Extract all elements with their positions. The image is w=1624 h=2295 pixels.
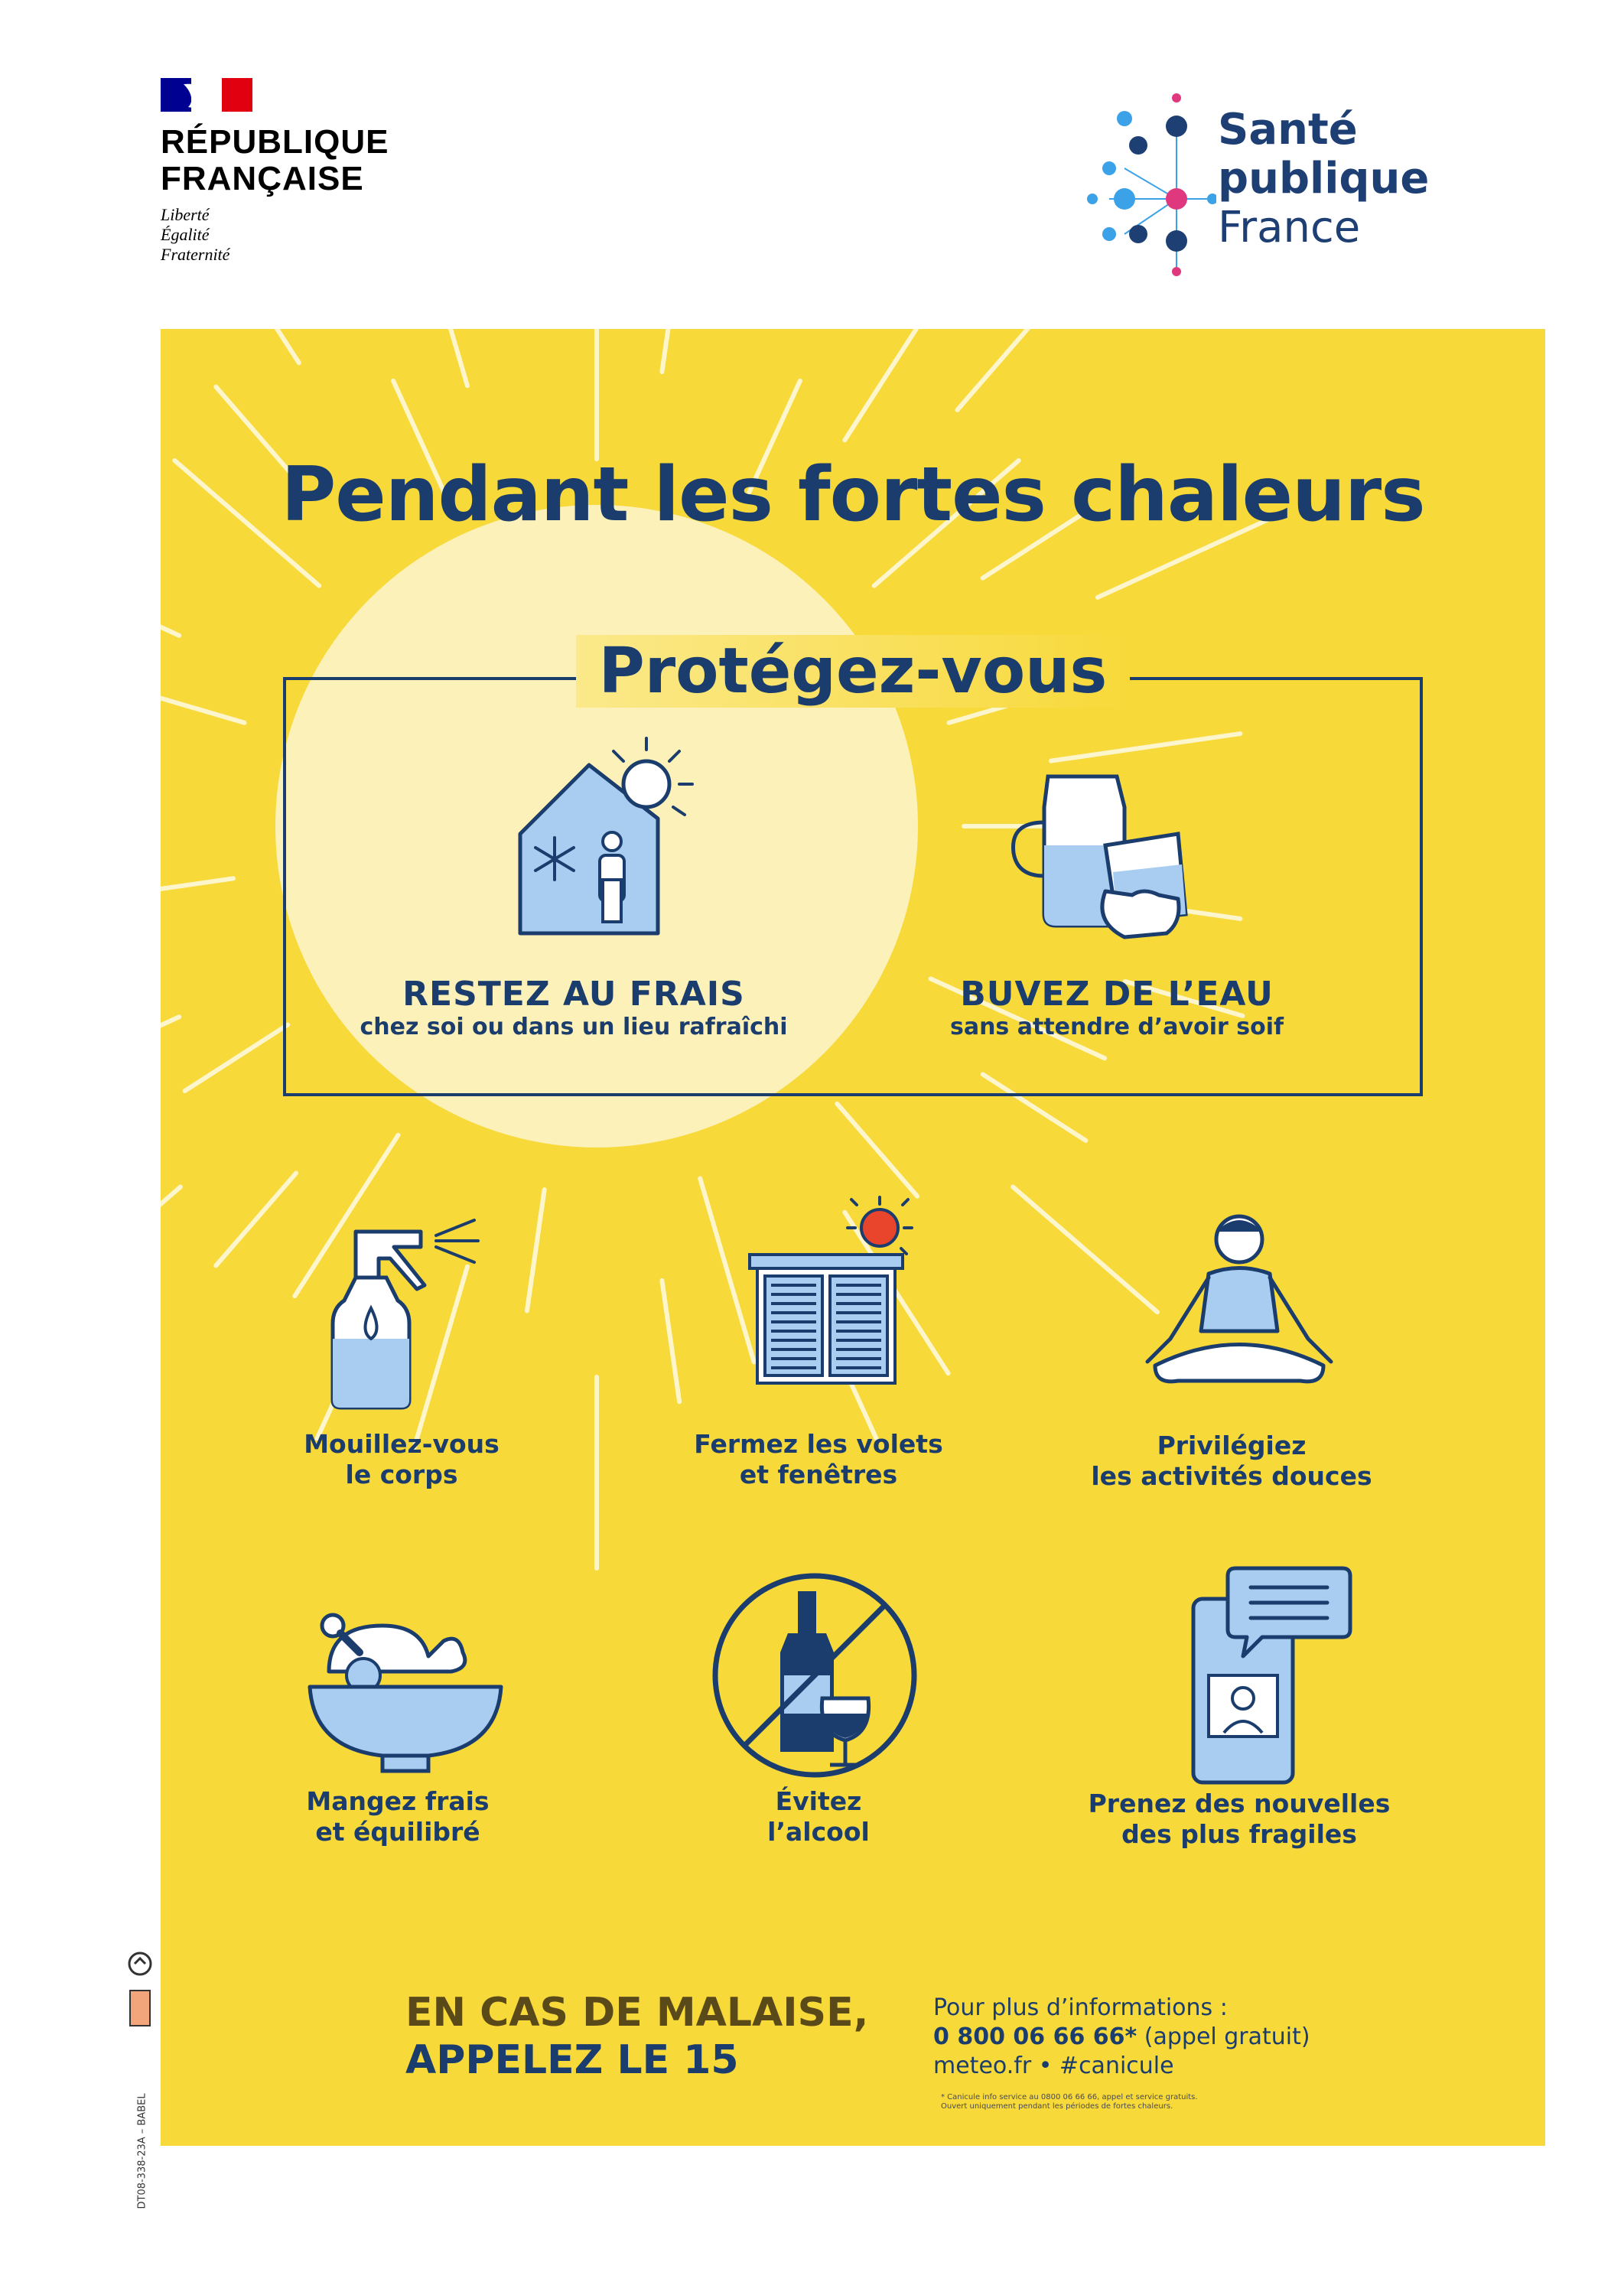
print-code: DT08-338-23A – BABEL xyxy=(127,1951,158,2180)
tip-close-shutters: Fermez les volets et fenêtres xyxy=(694,1429,943,1489)
tip-avoid-alcohol: Évitez l’alcool xyxy=(767,1786,870,1847)
info-links: meteo.fr • #canicule xyxy=(933,2052,1174,2079)
shutters-icon xyxy=(742,1193,941,1392)
spray-bottle-icon xyxy=(325,1216,524,1415)
house-cool-icon xyxy=(505,727,704,941)
sun-ray xyxy=(414,329,467,386)
sun-ray xyxy=(957,329,1037,410)
no-alcohol-icon xyxy=(708,1568,922,1782)
sante-publique-france-logo xyxy=(1079,84,1438,283)
tip-eat-fresh: Mangez frais et équilibré xyxy=(306,1786,490,1847)
poster-title: Pendant les fortes chaleurs xyxy=(281,451,1425,539)
sun-ray xyxy=(161,878,233,906)
spf-molecule-icon xyxy=(1079,84,1216,283)
emergency-message: EN CAS DE MALAISE, APPELEZ LE 15 xyxy=(405,1990,869,2083)
sun-ray xyxy=(161,556,179,636)
water-pitcher-icon xyxy=(1002,761,1216,945)
tip-gentle-activities: Privilégiez les activités douces xyxy=(1091,1431,1372,1491)
sun-ray xyxy=(662,1281,679,1401)
info-block: Pour plus d’informations : 0 800 06 66 66* (appel gratuit) meteo.fr • #canicule * Canicule info service au 0800 06 66 66, appel et service gratuits. Ouvert uniquement pendant les périodes de fortes chaleurs. xyxy=(933,1994,1484,2111)
food-bowl-icon xyxy=(298,1595,513,1779)
republique-francaise-logo xyxy=(161,78,413,265)
footnote: * Canicule info service au 0800 06 66 66, appel et service gratuits. Ouvert uniquement pendant les périodes de fortes chaleurs. xyxy=(941,2093,1198,2111)
poster-subtitle: Protégez-vous xyxy=(161,635,1545,708)
sun-ray xyxy=(527,1190,545,1310)
tip-wet-body: Mouillez-vous le corps xyxy=(304,1429,500,1489)
marianne-flag-icon xyxy=(161,78,252,112)
sun-ray xyxy=(161,1017,179,1096)
recycle-icon xyxy=(127,1951,153,1977)
meditation-icon xyxy=(1124,1209,1354,1408)
sun-ray xyxy=(662,329,679,372)
spf-name: Santé publique France xyxy=(1218,105,1430,252)
info-phone: 0 800 06 66 66* xyxy=(933,2023,1137,2050)
sun-ray xyxy=(216,1173,296,1265)
sun-ray xyxy=(837,1104,917,1196)
sun-ray xyxy=(845,329,948,440)
sun-ray xyxy=(161,1187,181,1312)
tip-stay-cool: RESTEZ AU FRAIS chez soi ou dans un lieu rafraîchi xyxy=(360,975,788,1040)
sun-ray xyxy=(185,1025,288,1092)
tip-check-fragile: Prenez des nouvelles des plus fragiles xyxy=(1088,1789,1391,1849)
tip-drink-water: BUVEZ DE L’EAU sans attendre d’avoir soif xyxy=(949,975,1284,1040)
heatwave-poster xyxy=(161,329,1545,2146)
rf-motto: Liberté Égalité Fraternité xyxy=(161,205,230,264)
rf-name: RÉPUBLIQUE FRANÇAISE xyxy=(161,123,389,197)
sun-ray xyxy=(196,329,299,363)
phone-message-icon xyxy=(1178,1561,1354,1790)
